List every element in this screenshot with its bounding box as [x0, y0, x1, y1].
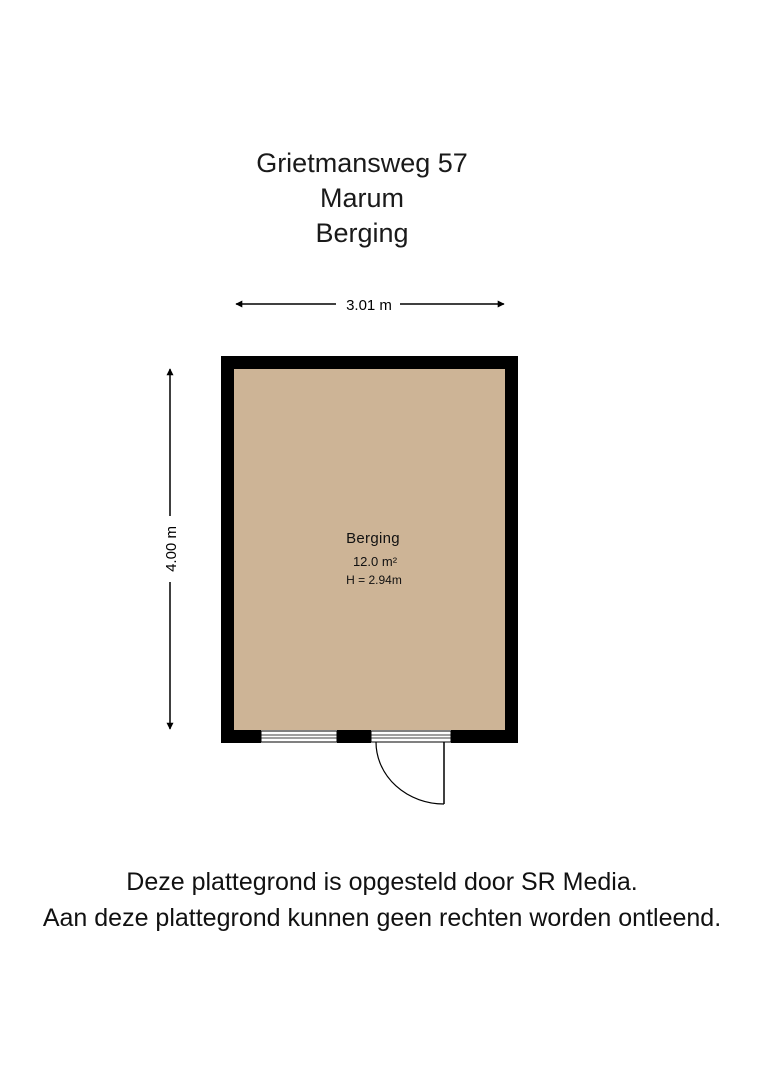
disclaimer-line-1: Deze plattegrond is opgesteld door SR Media.	[126, 868, 638, 896]
wall-top	[221, 356, 518, 369]
door	[371, 731, 451, 804]
window	[261, 731, 337, 742]
address-title: Grietmansweg 57	[256, 148, 468, 178]
room-label	[346, 530, 402, 587]
city-title: Marum	[319, 183, 404, 213]
wall-bottom-middle	[337, 730, 371, 743]
wall-left	[221, 356, 234, 743]
disclaimer-line-2: Aan deze plattegrond kunnen geen rechten worden ontleend.	[42, 904, 722, 932]
wall-bottom-left	[221, 730, 261, 743]
room-floor	[234, 369, 505, 730]
door-swing-arc	[376, 742, 444, 804]
floor-title: Berging	[315, 218, 409, 248]
room-height: H = 2.94m	[346, 573, 402, 587]
width-dimension	[236, 297, 504, 314]
room-name: Berging	[346, 530, 400, 547]
room-area: 12.0 m²	[352, 554, 398, 569]
wall-bottom-right	[451, 730, 518, 743]
width-dimension-label: 3.01 m	[346, 297, 392, 314]
depth-dimension-label: 4.00 m	[163, 526, 180, 572]
wall-right	[505, 356, 518, 743]
disclaimer	[0, 864, 764, 936]
depth-dimension	[163, 369, 180, 729]
